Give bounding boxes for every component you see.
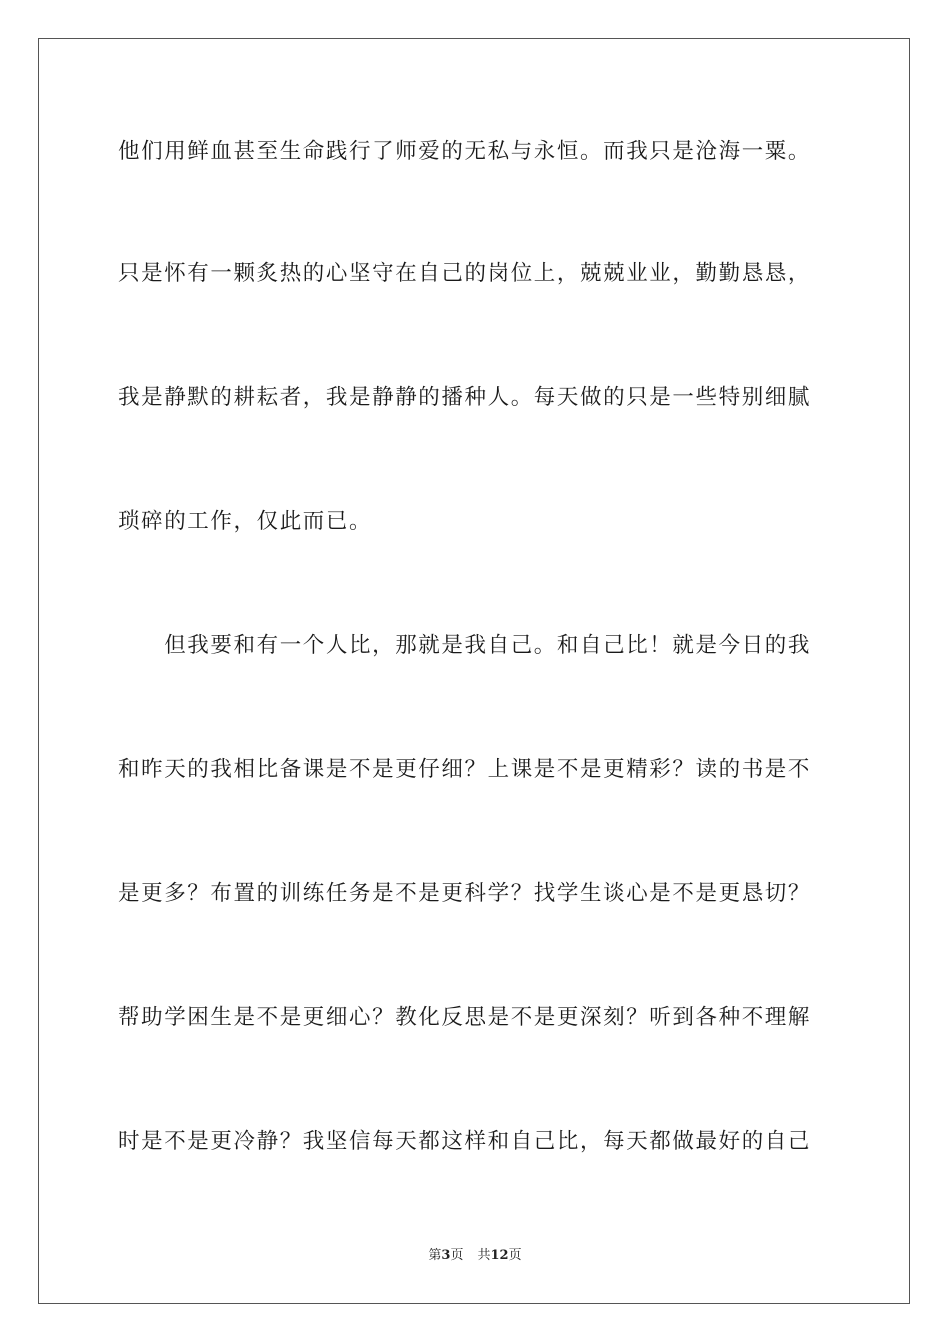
body-line-3: 我是静默的耕耘者，我是静静的播种人。每天做的只是一些特别细腻 [118,385,812,410]
total-prefix: 共 [477,1248,491,1263]
body-line-8: 帮助学困生是不是更细心？教化反思是不是更深刻？听到各种不理解 [118,1005,812,1030]
page-prefix: 第 [428,1248,442,1263]
page-border [38,38,910,1304]
body-line-9: 时是不是更冷静？我坚信每天都这样和自己比，每天都做最好的自己 [118,1129,812,1154]
body-line-6: 和昨天的我相比备课是不是更仔细？上课是不是更精彩？读的书是不 [118,757,812,782]
page-footer [0,1246,950,1266]
body-line-1: 他们用鲜血甚至生命践行了师爱的无私与永恒。而我只是沧海一粟。 [118,139,812,164]
body-line-7: 是更多？布置的训练任务是不是更科学？找学生谈心是不是更恳切？ [118,881,812,906]
total-suffix: 页 [508,1248,522,1263]
page-number: 3 [441,1248,451,1263]
body-line-5: 但我要和有一个人比，那就是我自己。和自己比！就是今日的我 [118,633,812,658]
page-suffix: 页 [450,1248,464,1263]
body-line-2: 只是怀有一颗炙热的心坚守在自己的岗位上，兢兢业业，勤勤恳恳， [118,261,812,286]
body-line-4: 琐碎的工作，仅此而已。 [118,509,373,534]
total-pages: 12 [490,1248,509,1263]
